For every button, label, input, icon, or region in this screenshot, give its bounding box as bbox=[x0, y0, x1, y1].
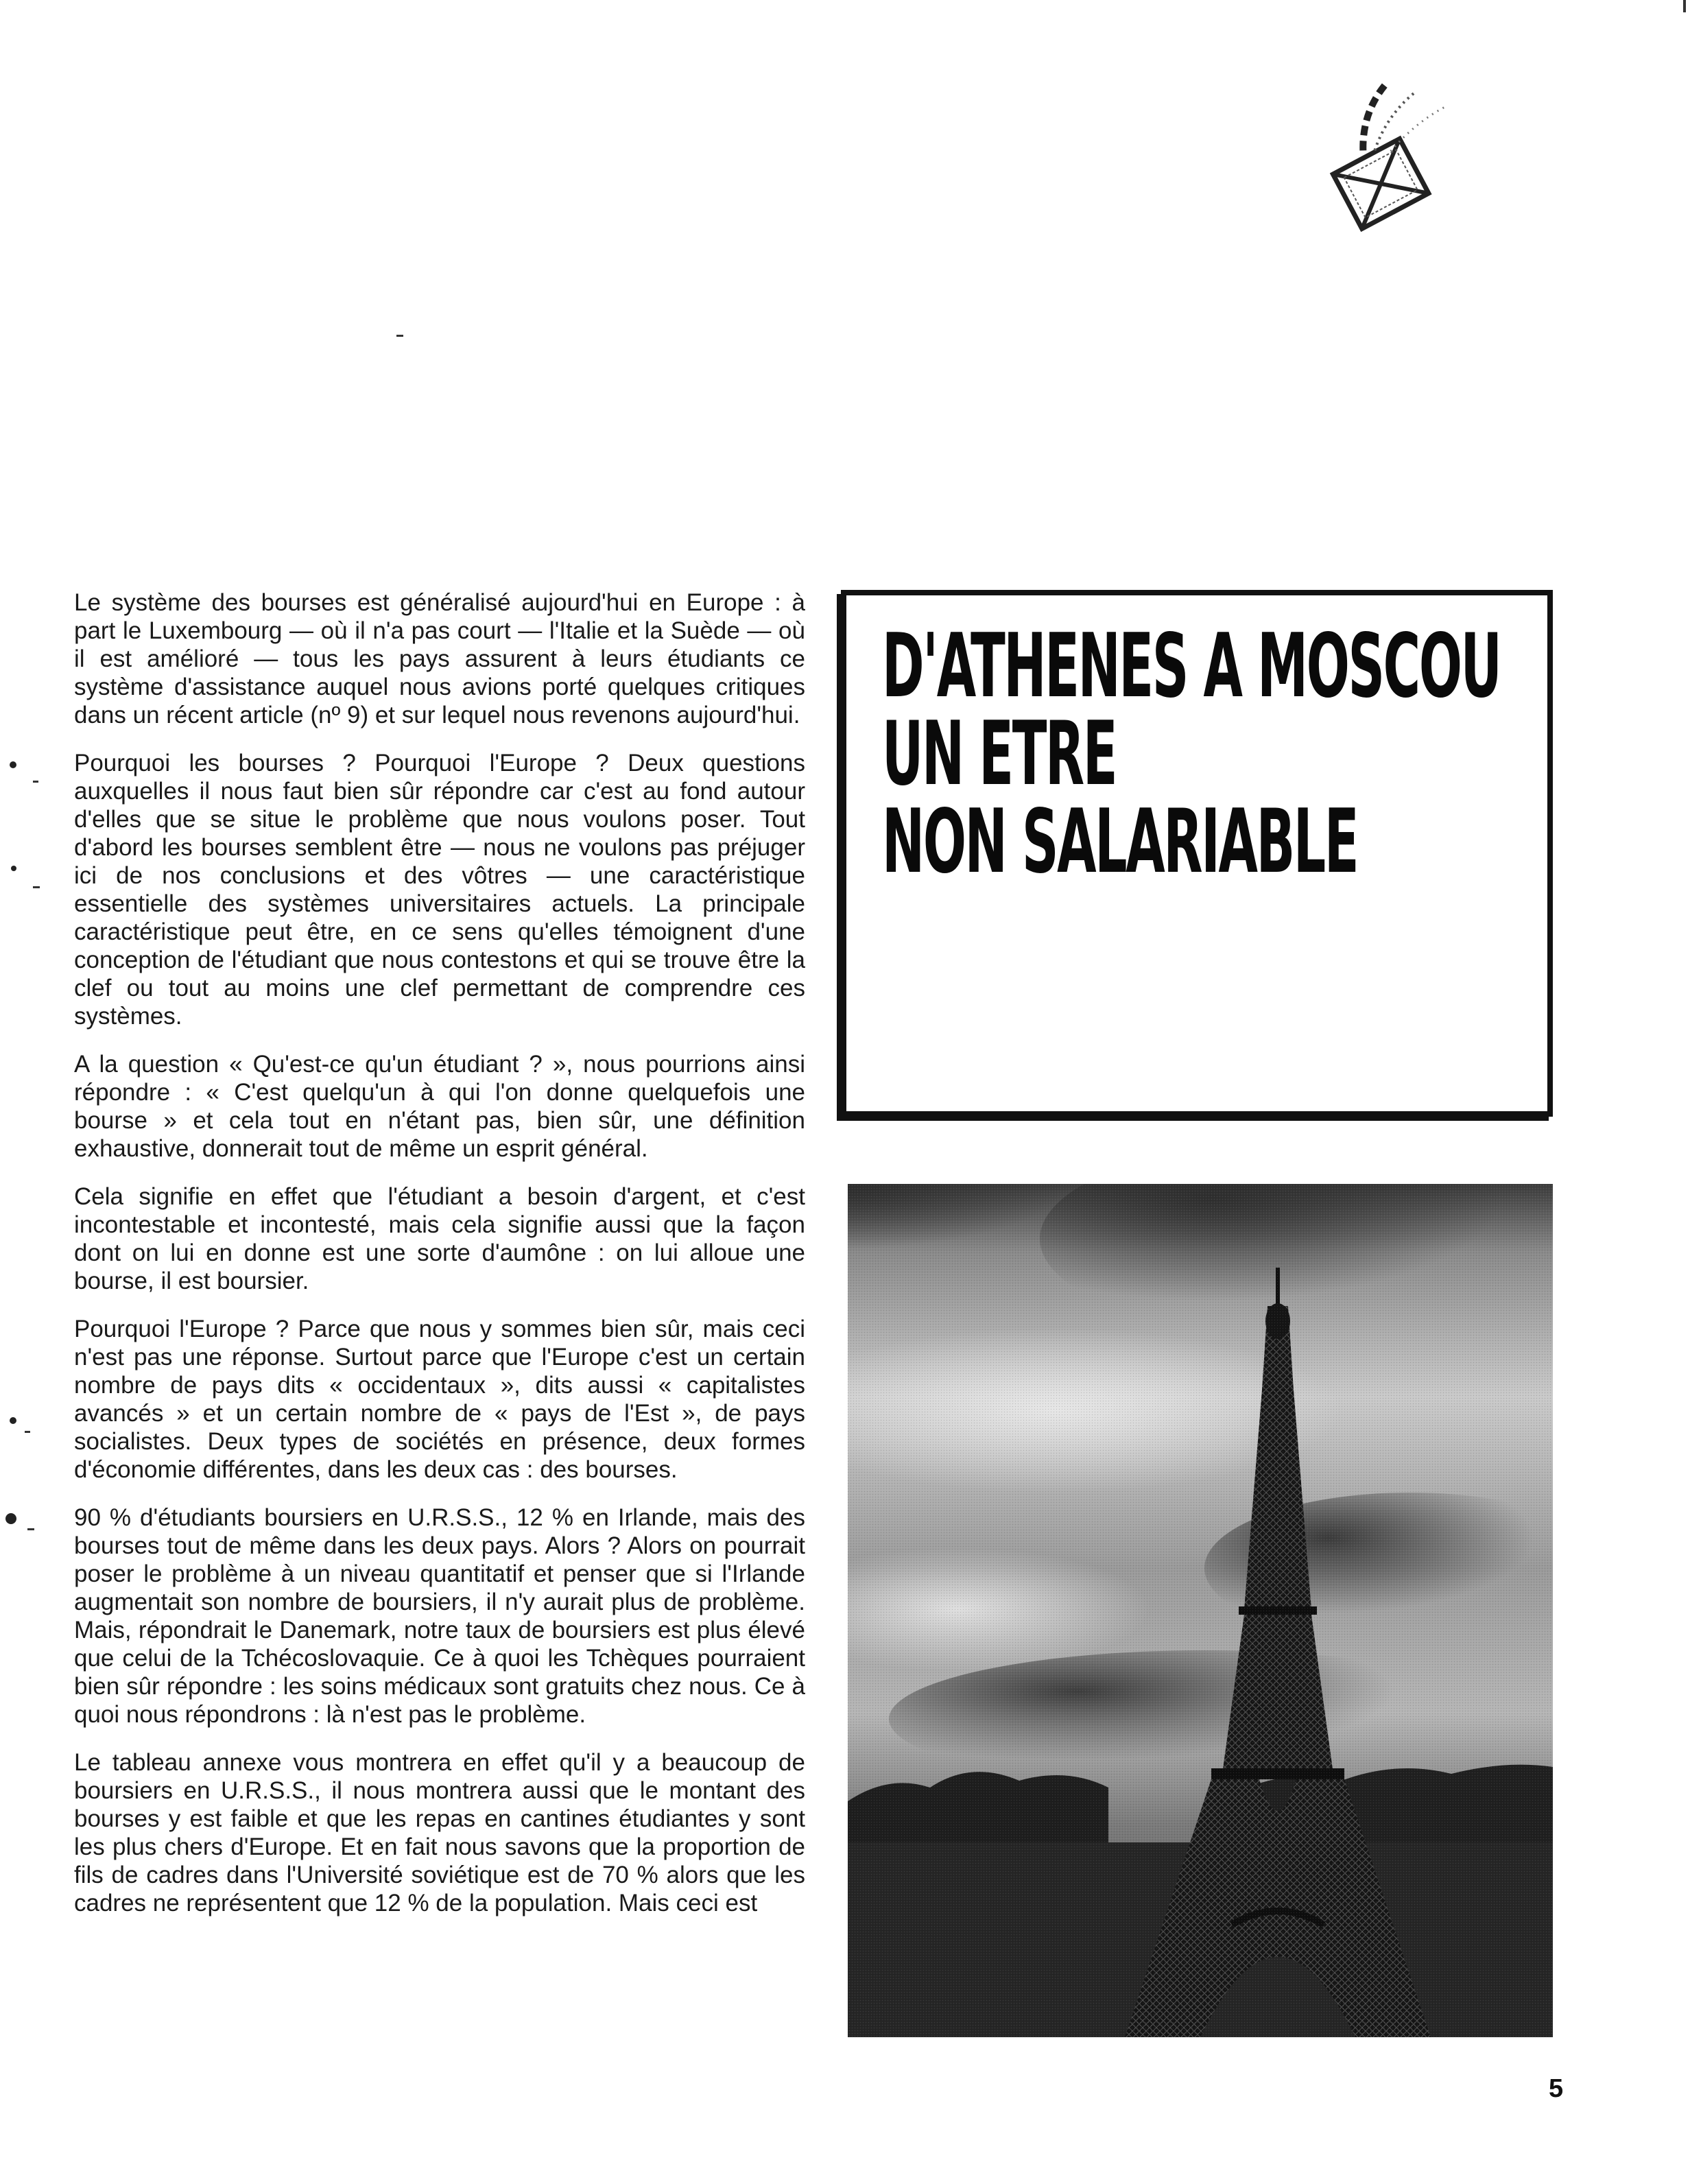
stamp-logo bbox=[1303, 55, 1516, 240]
headline bbox=[882, 615, 1540, 893]
margin-dash bbox=[396, 335, 403, 337]
margin-dot bbox=[11, 866, 16, 871]
article-paragraph: A la question « Qu'est-ce qu'un étudiant ? », nous pourrions ainsi répondre : « C'est quelqu'un à qui l'on donne quelquefois une bourse » et cela tout en n'étant pas, bien sûr, une définition exhaustive, donnerait tout de même un esprit général. bbox=[74, 1051, 805, 1162]
headline-line: NON SALARIABLE bbox=[882, 791, 1358, 893]
margin-dot bbox=[5, 1513, 16, 1524]
edge-mark bbox=[1683, 0, 1686, 12]
article-body bbox=[74, 589, 805, 1937]
headline-line: D'ATHENES A MOSCOU bbox=[882, 615, 1501, 717]
headline-line: UN ETRE bbox=[882, 703, 1117, 805]
article-paragraph: Le système des bourses est généralisé aujourd'hui en Europe : à part le Luxembourg — où il n'a pas court — l'Italie et la Suède — où il est amélioré — tous les pays assurent à leurs étudiants ce système d'assistance auquel nous avions porté quelques critiques dans un récent article (nº 9) et sur lequel nous revenons aujourd'hui. bbox=[74, 589, 805, 728]
margin-dot bbox=[10, 761, 16, 768]
article-paragraph: Pourquoi les bourses ? Pourquoi l'Europe ? Deux questions auxquelles il nous faut bien sûr répondre car c'est au fond autour d'elles que se situe le problème que nous voulons poser. Tout d'abord les bourses semblent être — nous ne voulons pas préjuger ici de nos conclusions et des vôtres — une caractéristique essentielle des systèmes universitaires actuels. La principale caractéristique peut être, en ce sens qu'elles témoignent d'une conception de l'étudiant que nous contestons et qui se trouve être la clef ou tout au moins une clef permettant de comprendre ces systèmes. bbox=[74, 750, 805, 1030]
article-paragraph: Cela signifie en effet que l'étudiant a besoin d'argent, et c'est incontestable et incontesté, mais cela signifie aussi que la façon dont on lui en donne est une sorte d'aumône : on lui alloue une bourse, il est boursier. bbox=[74, 1183, 805, 1294]
margin-dash bbox=[25, 1431, 30, 1433]
article-paragraph: 90 % d'étudiants boursiers en U.R.S.S., 12 % en Irlande, mais des bourses tout de même dans les deux pays. Alors ? Alors on pourrait poser le problème à un niveau quantitatif et penser que si l'Irlande augmentait son nombre de boursiers, il n'y aurait plus de problème. Mais, répondrait le Danemark, notre taux de boursiers est plus élevé que celui de la Tchécoslovaquie. Ce à quoi les Tchèques pourraient bien sûr répondre : les soins médicaux sont gratuits chez nous. Ce à quoi nous répondrons : là n'est pas le problème. bbox=[74, 1504, 805, 1728]
article-paragraph: Le tableau annexe vous montrera en effet qu'il y a beaucoup de boursiers en U.R.S.S., il nous montrera aussi que le montant des bourses y est faible et que les repas en cantines étudiantes y sont les plus chers d'Europe. Et en fait nous savons que la proportion de fils de cadres dans l'Université soviétique est de 70 % alors que les cadres ne représentent que 12 % de la population. Mais ceci est bbox=[74, 1749, 805, 1916]
margin-dash bbox=[33, 781, 38, 783]
margin-dash bbox=[27, 1528, 34, 1530]
article-paragraph: Pourquoi l'Europe ? Parce que nous y sommes bien sûr, mais ceci n'est pas une réponse. Surtout parce que l'Europe c'est un certain nombre de pays dits « occidentaux », dits aussi « capitalistes avancés » et un certain nombre de « pays de l'Est », de pays socialistes. Deux types de sociétés en présence, deux formes d'économie différentes, dans les deux cas : des bourses. bbox=[74, 1316, 805, 1483]
page-number: 5 bbox=[1549, 2074, 1564, 2103]
margin-dot bbox=[10, 1417, 16, 1424]
margin-dash bbox=[33, 886, 40, 888]
headline-box bbox=[841, 590, 1553, 1117]
eiffel-tower-photo bbox=[848, 1184, 1553, 2037]
